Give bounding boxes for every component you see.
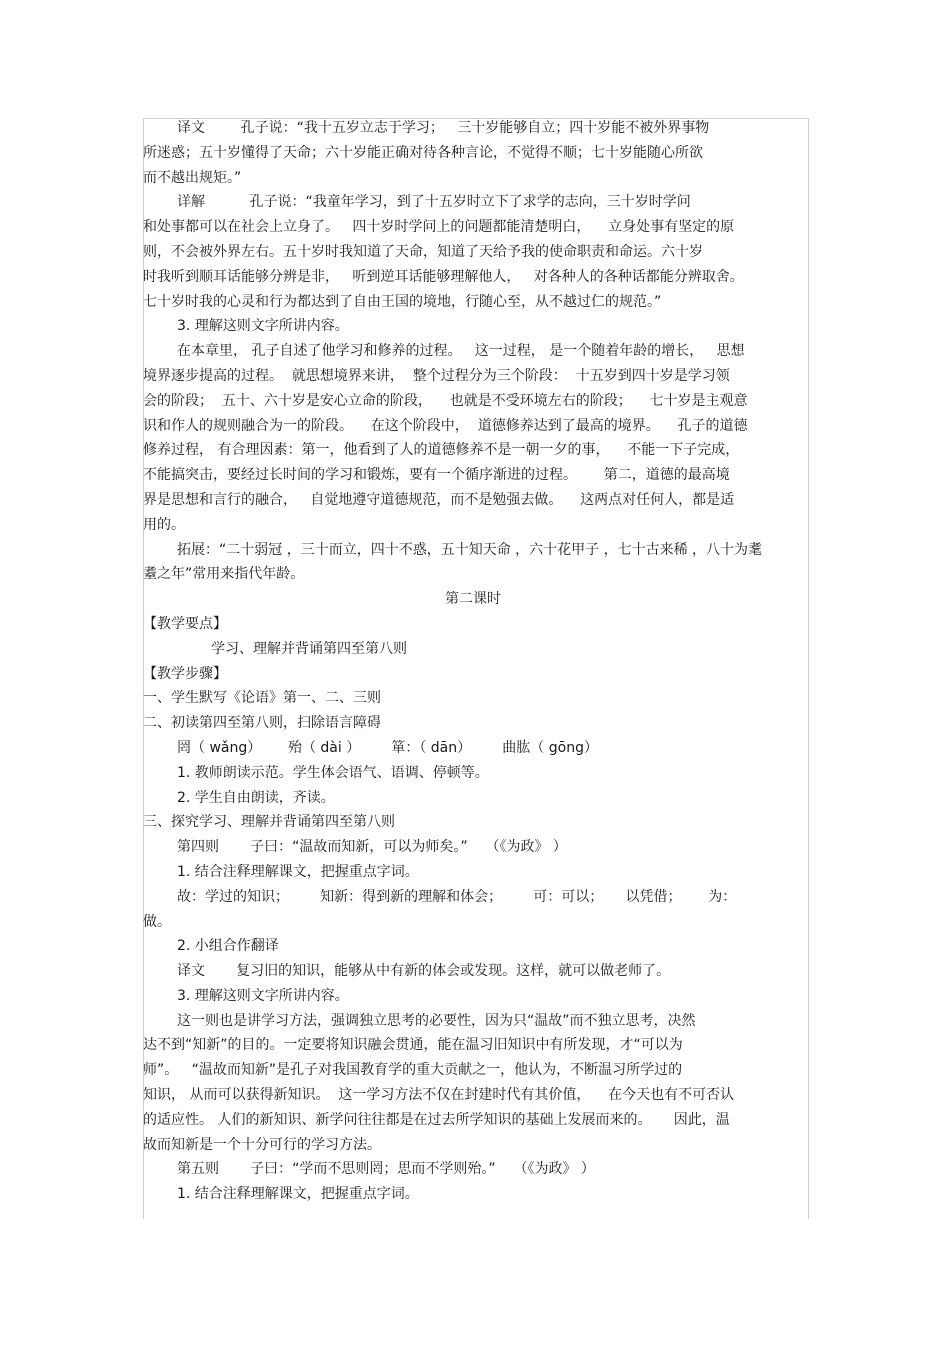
text-line: 修养过程， 有合理因素：第一，他看到了人的道德修养不是一朝一夕的事， 不能一下子完成， <box>143 442 740 459</box>
text-line: 七十岁时我的心灵和行为都达到了自由王国的境地，行随心至，从不越过仁的规范。” <box>143 293 662 310</box>
text-line: 3. 理解这则文字所讲内容。 <box>177 987 349 1004</box>
text-line: 译文 孔子说：“我十五岁立志于学习； 三十岁能够自立；四十岁能不被外界事物 <box>177 120 710 136</box>
text-line: 故而知新是一个十分可行的学习方法。 <box>143 1136 381 1153</box>
text-line: 第四则 子曰：“温故而知新，可以为师矣。” （《为政》 ） <box>177 839 567 856</box>
text-line: 拓展：“二十弱冠 ，三十而立，四十不惑，五十知天命 ，六十花甲子 ，七十古来稀 ，八十为耄 <box>177 541 763 558</box>
text-line: 学习、理解并背诵第四至第八则 <box>211 640 407 657</box>
section-heading: 第二课时 <box>445 591 501 608</box>
text-line: 而不越出规矩。” <box>143 169 242 186</box>
text-line: 做。 <box>143 913 171 930</box>
text-line: 第五则 子曰：“学而不思则罔；思而不学则殆。” （《为政》 ） <box>177 1161 595 1178</box>
text-line: 师”。 “温故而知新”是孔子对我国教育学的重大贡献之一，他认为，不断温习所学过的 <box>143 1062 683 1079</box>
text-line: 这一则也是讲学习方法，强调独立思考的必要性，因为只“温故”而不独立思考，决然 <box>177 1012 696 1029</box>
text-line: 2. 学生自由朗读，齐读。 <box>177 789 335 806</box>
text-line: 故：学过的知识； 知新：得到新的理解和体会； 可：可以； 以凭借； 为： <box>177 888 737 905</box>
text-line: 一、学生默写《论语》第一、二、三则 <box>143 690 381 707</box>
text-line: 则，不会被外界左右。五十岁时我知道了天命，知道了天给予我的使命职责和命运。六十岁 <box>143 243 703 260</box>
text-line: 耋之年”常用来指代年龄。 <box>143 566 305 583</box>
text-line: 【教学要点】 <box>143 615 227 632</box>
text-line: 二、初读第四至第八则，扫除语言障碍 <box>143 715 381 732</box>
text-line: 1. 结合注释理解课文，把握重点字词。 <box>177 1186 419 1203</box>
text-line: 不能搞突击，要经过长时间的学习和锻炼，要有一个循序渐进的过程。 第二，道德的最高境 <box>143 467 730 484</box>
text-line: 用的。 <box>143 516 185 533</box>
text-line: 境界逐步提高的过程。 就思想境界来讲， 整个过程分为三个阶段： 十五岁到四十岁是学习领 <box>143 367 730 384</box>
text-line: 3. 理解这则文字所讲内容。 <box>177 318 349 335</box>
document-body <box>143 116 803 1207</box>
text-line: 三、探究学习、理解并背诵第四至第八则 <box>143 814 395 831</box>
text-line: 详解 孔子说：“我童年学习，到了十五岁时立下了求学的志向，三十岁时学问 <box>177 194 691 211</box>
text-line: 的适应性。 人们的新知识、新学问往往都是在过去所学知识的基础上发展而来的。 因此，温 <box>143 1111 730 1128</box>
text-line: 会的阶段； 五十、六十岁是安心立命的阶段， 也就是不受环境左右的阶段； 七十岁是主观意 <box>143 392 748 409</box>
text-line: 所迷惑；五十岁懂得了天命；六十岁能正确对待各种言论，不觉得不顺；七十岁能随心所欲 <box>143 144 703 161</box>
text-line: 达不到“知新”的目的。一定要将知识融会贯通，能在温习旧知识中有所发现，才“可以为 <box>143 1037 683 1054</box>
text-line: 1. 结合注释理解课文，把握重点字词。 <box>177 863 419 880</box>
text-line: 2. 小组合作翻译 <box>177 938 279 955</box>
text-line: 识和作人的规则融合为一的阶段。 在这个阶段中， 道德修养达到了最高的境界。 孔子的道德 <box>143 417 748 434</box>
text-line: 在本章里， 孔子自述了他学习和修养的过程。 这一过程， 是一个随着年龄的增长， 思想 <box>177 343 745 360</box>
text-line: 【教学步骤】 <box>143 665 227 682</box>
text-line: 时我听到顺耳话能够分辨是非， 听到逆耳话能够理解他人， 对各种人的各种话都能分辨取舍。 <box>143 268 744 285</box>
text-line: 和处事都可以在社会上立身了。 四十岁时学问上的问题都能清楚明白， 立身处事有坚定的原 <box>143 219 735 236</box>
text-line: 译文 复习旧的知识，能够从中有新的体会或发现。这样，就可以做老师了。 <box>177 963 671 980</box>
text-line: 知识， 从而可以获得新知识。 这一学习方法不仅在封建时代有其价值， 在今天也有不可否认 <box>143 1087 735 1104</box>
text-line: 1. 教师朗读示范。学生体会语气、语调、停顿等。 <box>177 764 489 781</box>
text-line: 罔（ wǎng） 殆（ dài ） 箪：（ dān） 曲肱（ gōng） <box>177 739 598 756</box>
text-line: 界是思想和言行的融合， 自觉地遵守道德规范，而不是勉强去做。 这两点对任何人，都是适 <box>143 491 735 508</box>
